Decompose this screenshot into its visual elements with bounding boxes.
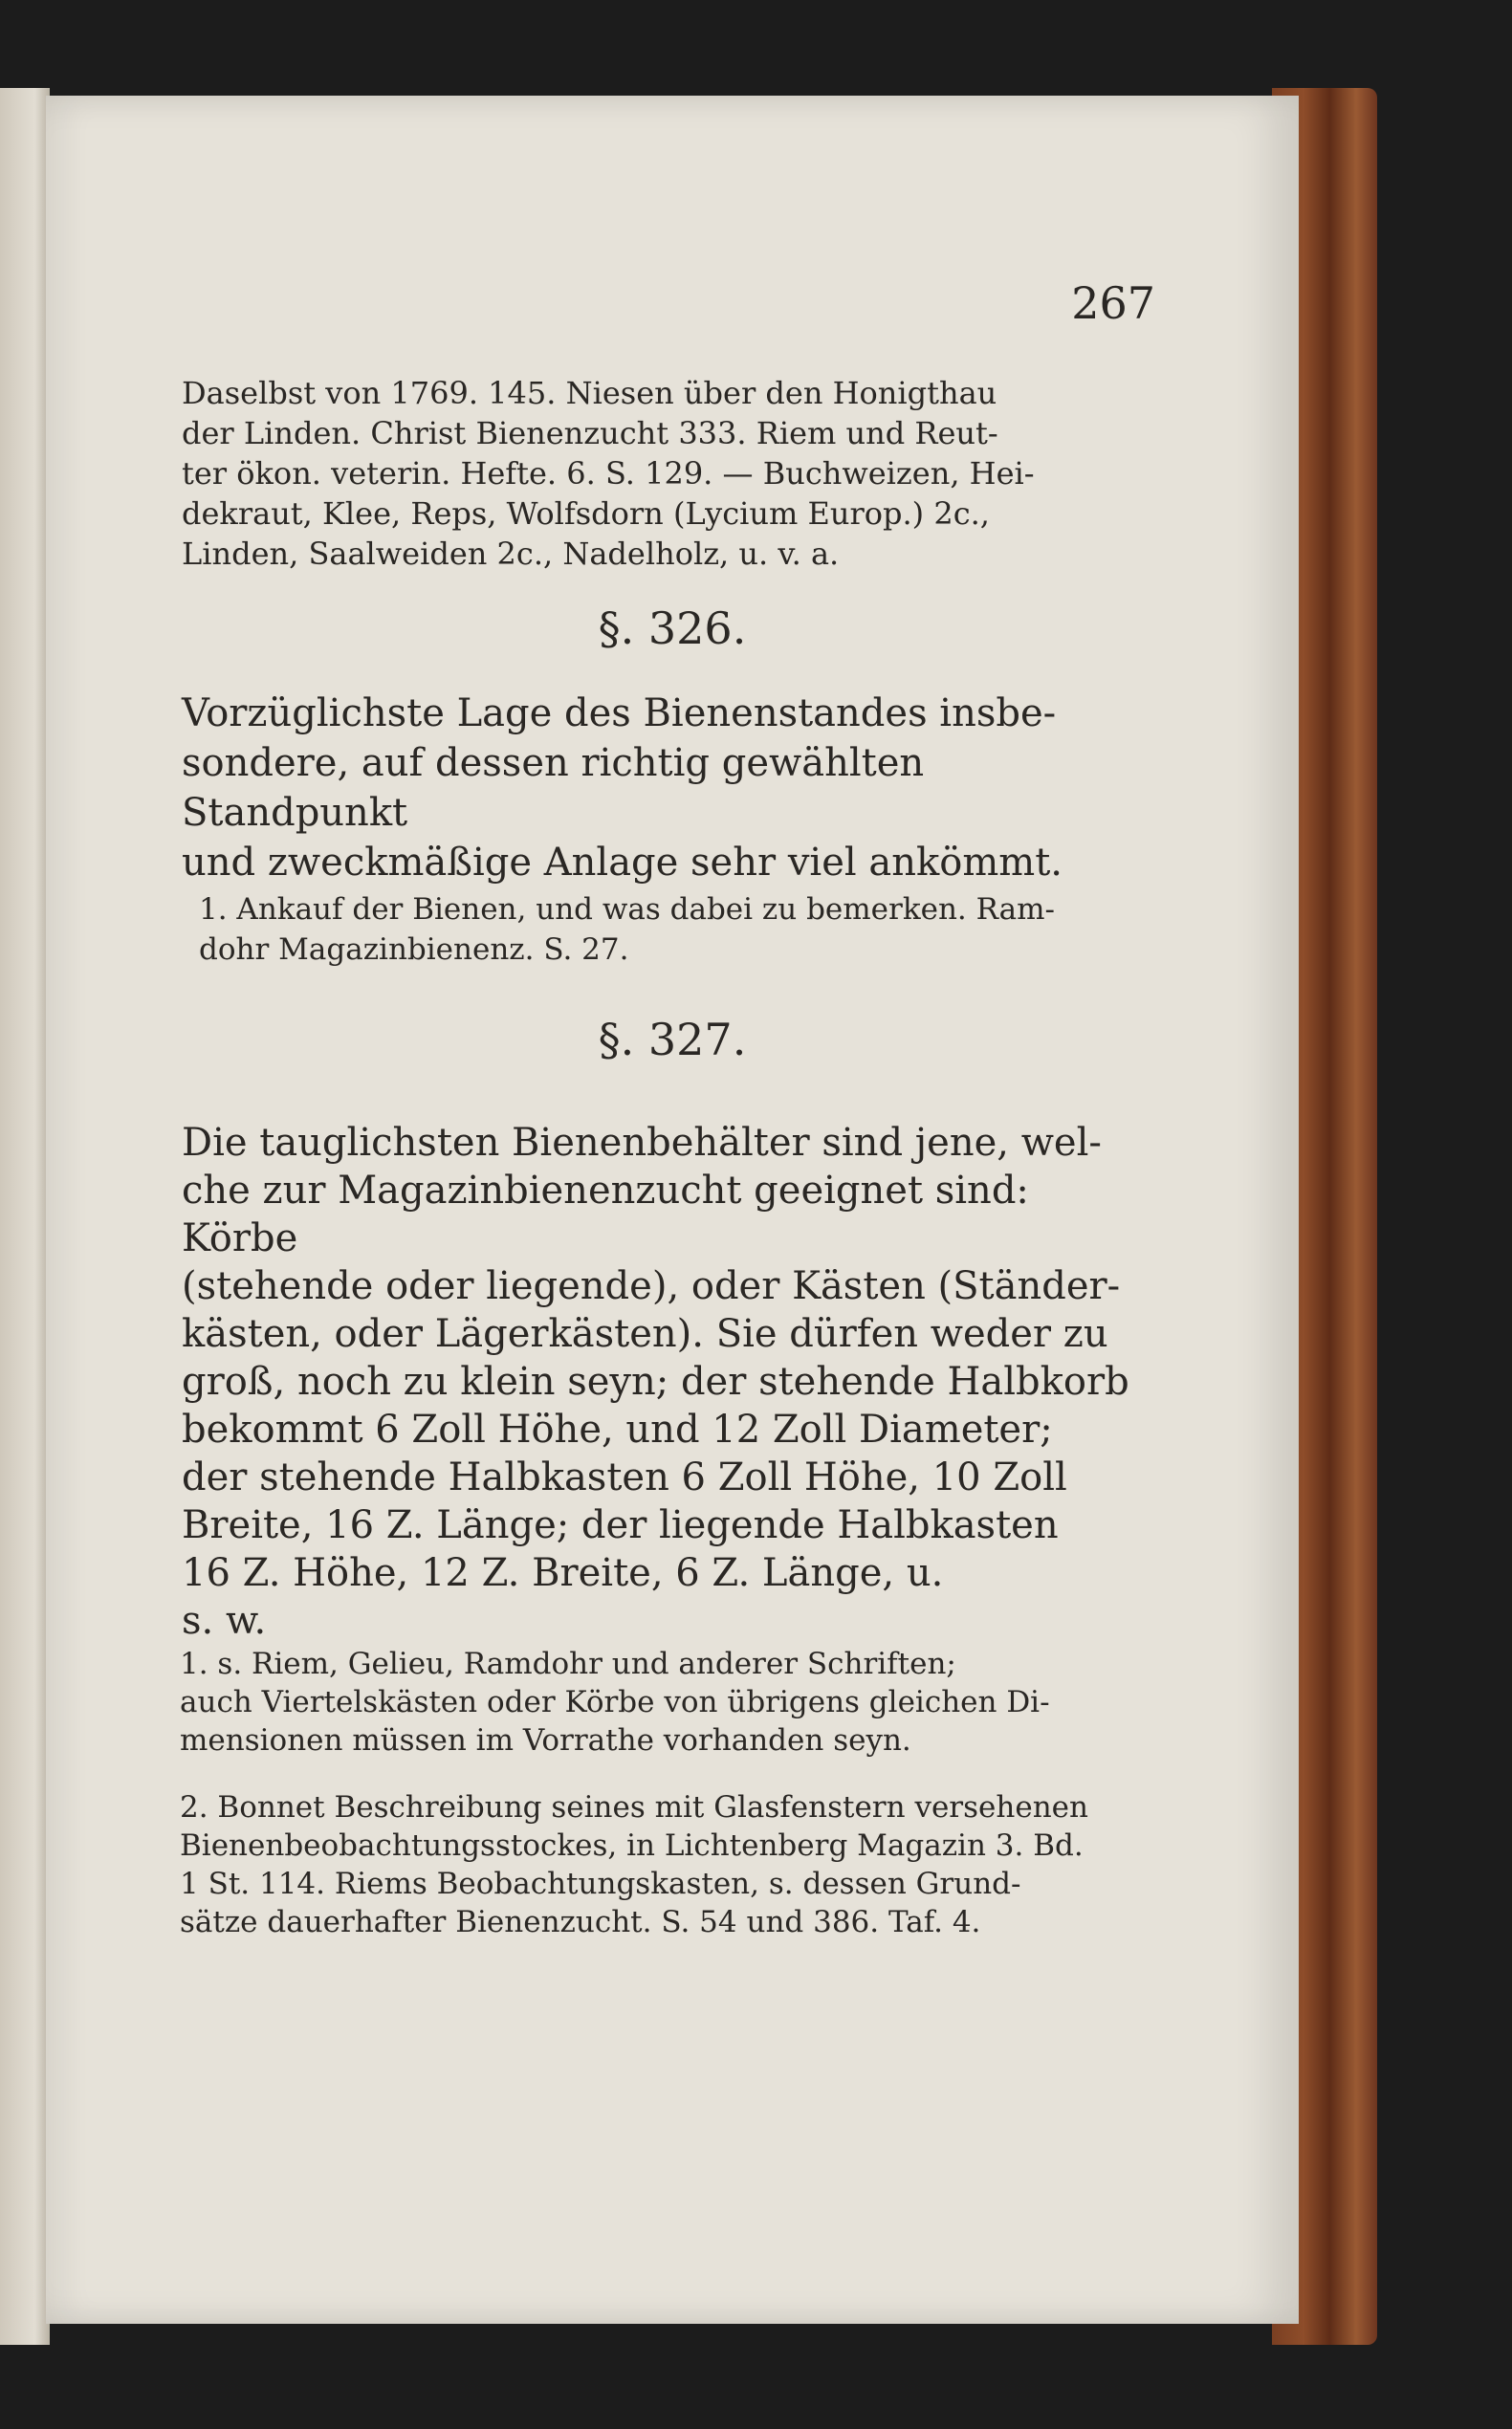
section-heading-326: §. 326. bbox=[598, 602, 747, 654]
book-page bbox=[46, 96, 1299, 2324]
section-326-text: Vorzüglichste Lage des Bienenstandes insbe- sondere, auf dessen richtig gewählten Standpunkt und zweckmäßige Anlage sehr viel ankömmt. bbox=[182, 691, 1063, 885]
paragraph-continued: Daselbst von 1769. 145. Niesen über den Honigthau der Linden. Christ Bienenzucht 333. Riem und Reut- ter ökon. veterin. Hefte. 6. S. 129. — Buchweizen, Hei- dekraut, Klee, Reps, Wolfsdorn (Lycium Europ.) 2c., Linden, Saalweiden 2c., Nadelholz, u. v. a. bbox=[182, 375, 1035, 572]
section-heading-327: §. 327. bbox=[598, 1014, 747, 1065]
section-327-note-2: 2. Bonnet Beschreibung seines mit Glasfenstern versehenen Bienenbeobachtungsstockes, in Lichtenberg Magazin 3. Bd. 1 St. 114. Riems Beobachtungskasten, s. dessen Grund- sätze dauerhafter Bienenzucht. S. 54 und 386. Taf. 4. bbox=[180, 1790, 1088, 1939]
section-327-text: Die tauglichsten Bienenbehälter sind jene, wel- che zur Magazinbienenzucht geeignet sind: Körbe (stehende oder liegende), oder Kästen (Ständer- kästen, oder Lägerkästen). Sie dürfen weder zu groß, noch zu klein seyn; der stehende Halbkorb bekommt 6 Zoll Höhe, und 12 Zoll Diameter; der stehende Halbkasten 6 Zoll Höhe, 10 Zoll Breite, 16 Z. Länge; der liegende Halbkasten 16 Z. Höhe, 12 Z. Breite, 6 Z. Länge, u. s. w. bbox=[182, 1121, 1129, 1643]
section-327-note-1: 1. s. Riem, Gelieu, Ramdohr und anderer Schriften; auch Viertelskästen oder Körbe von übrigens gleichen Di- mensionen müssen im Vorrathe vorhanden seyn. bbox=[180, 1647, 1050, 1758]
section-326-note: 1. Ankauf der Bienen, und was dabei zu bemerken. Ram- dohr Magazinbienenz. S. 27. bbox=[199, 892, 1056, 967]
page-number: 267 bbox=[1071, 277, 1155, 329]
facing-page-edge bbox=[0, 88, 50, 2345]
